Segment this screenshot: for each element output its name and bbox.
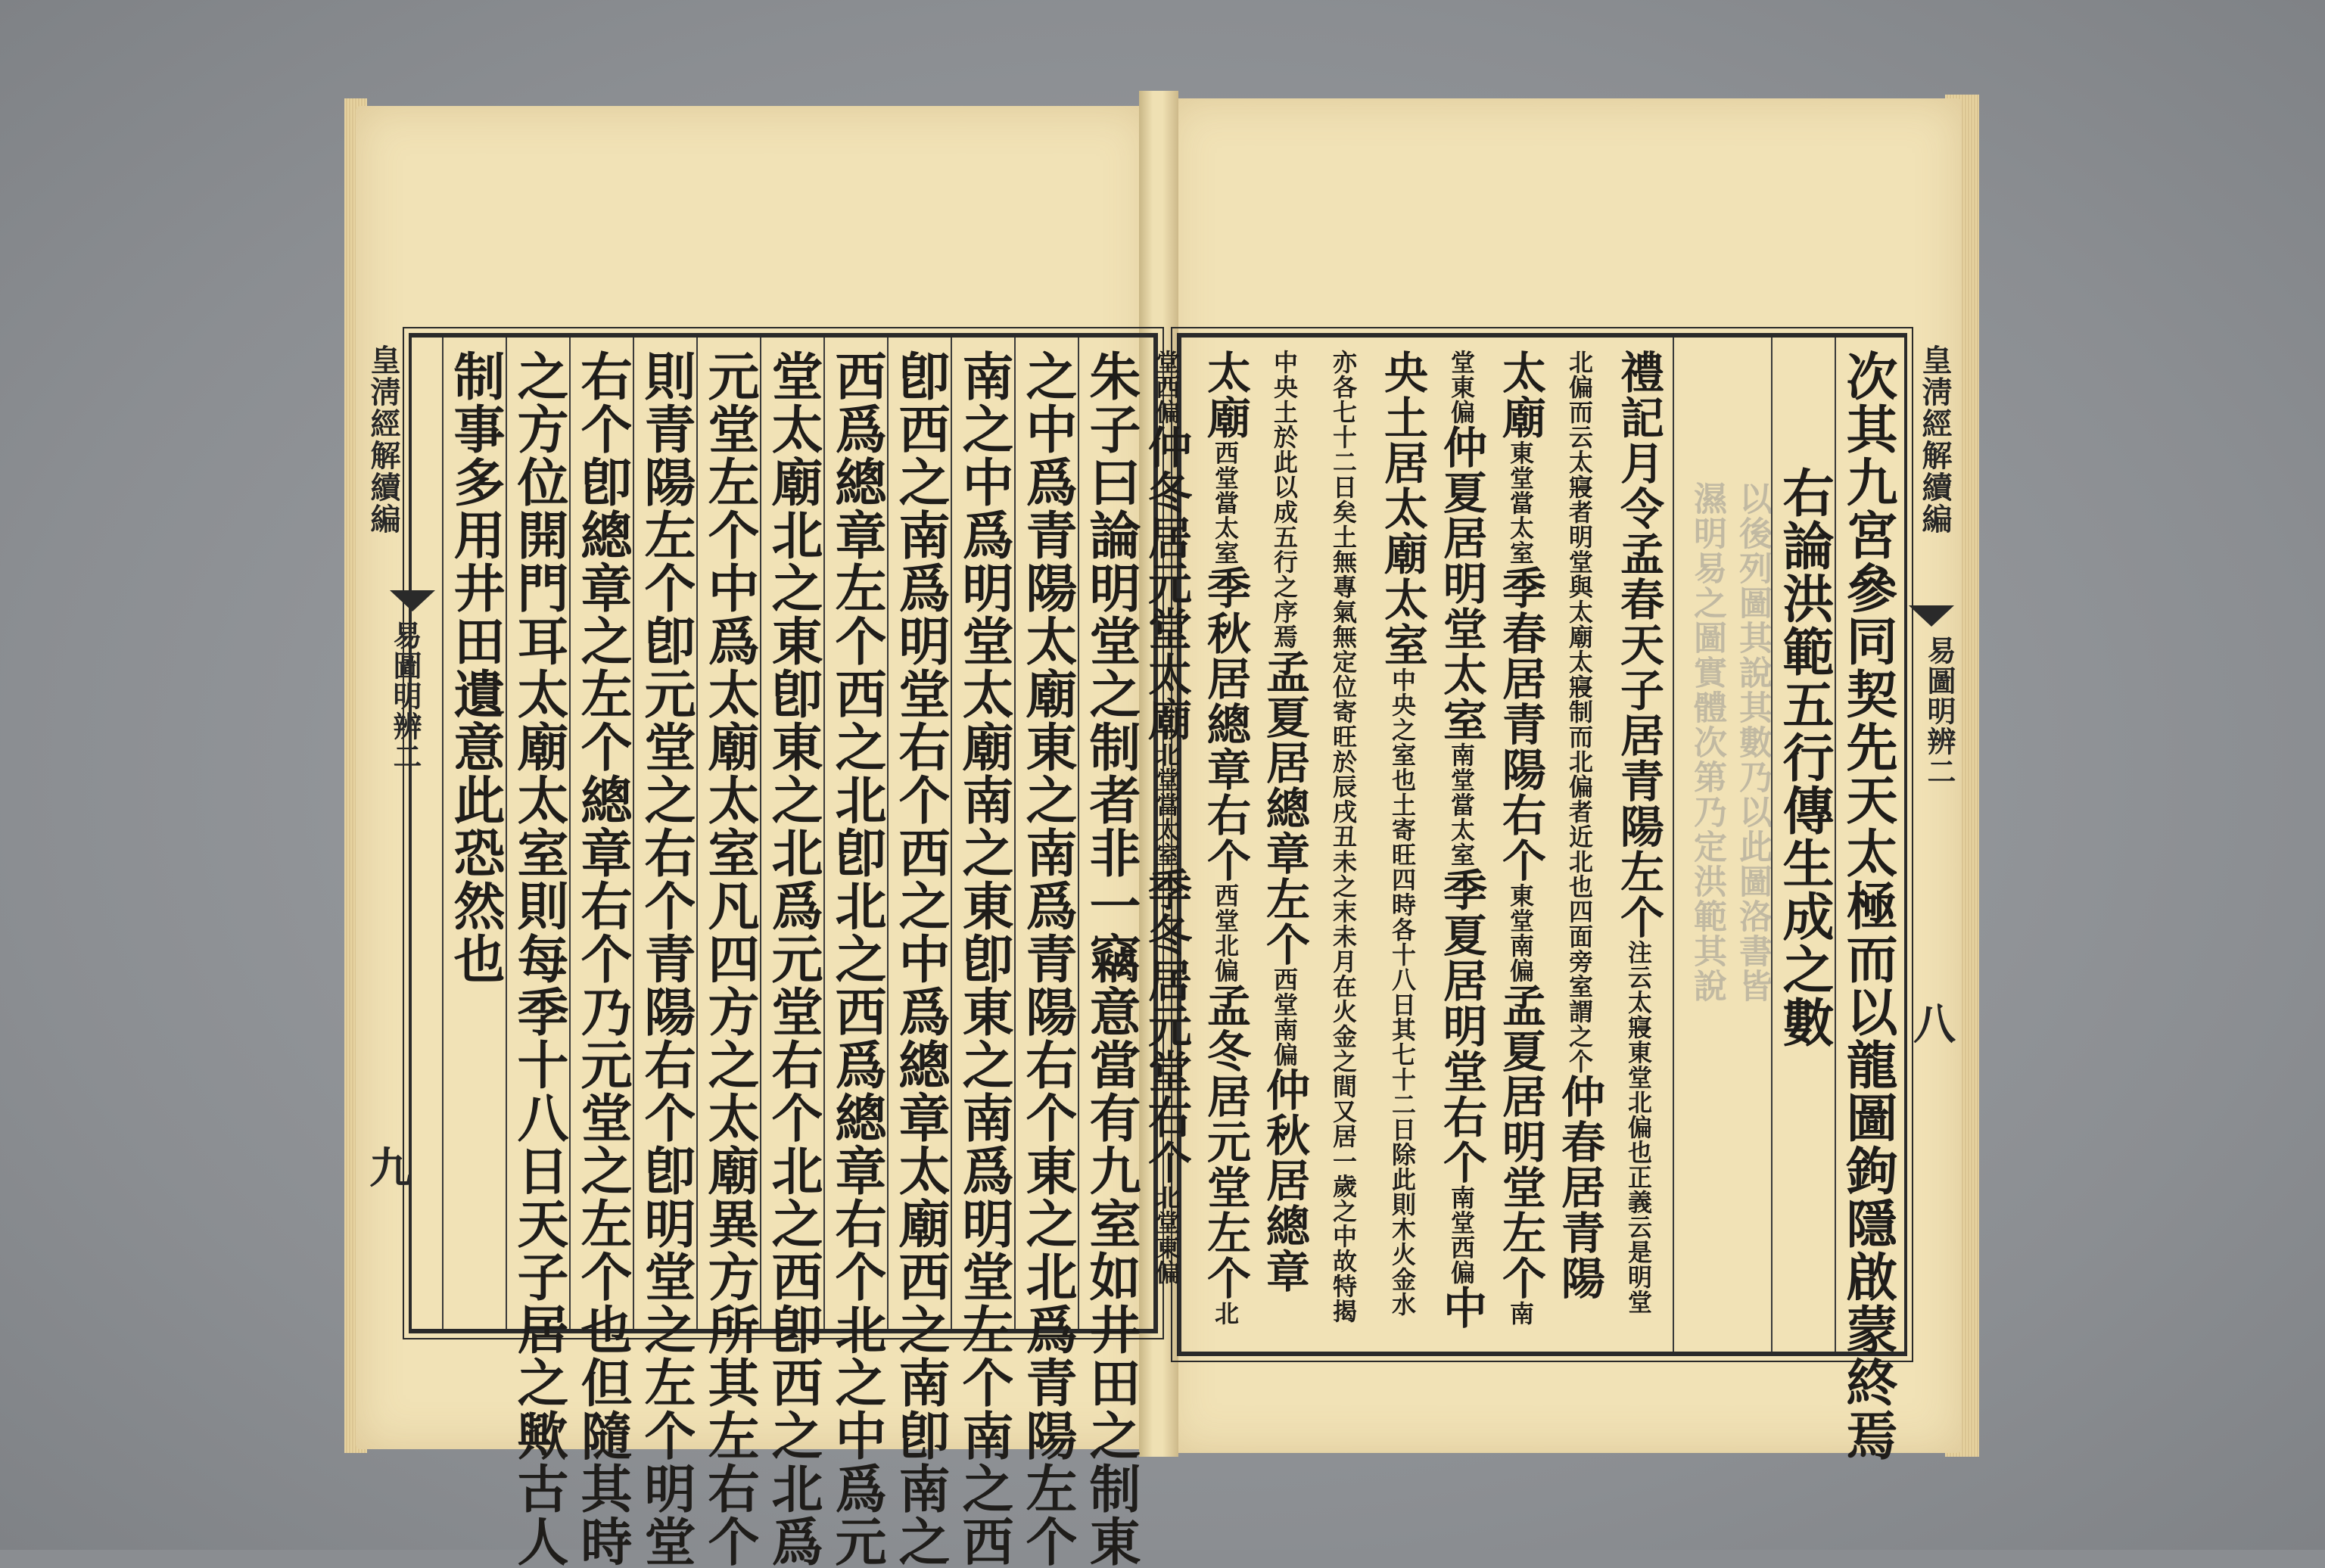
column-rule [887,338,889,1329]
commentary-note: 東堂當太室 [1506,440,1535,565]
column-rule [823,338,825,1329]
text-column: 元堂左个中爲太廟太室凡四方之太廟異方所其左右个 [699,350,760,1568]
commentary-note: 北堂當太室 [1152,742,1181,867]
right-margin-title: 皇淸經解續編 [1917,344,1953,535]
text-column: 西爲總章左个西之北卽北之西爲總章右个北之中爲元 [826,350,887,1568]
text-column: 之中爲青陽太廟東之南爲青陽右个東之北爲青陽左个 [1017,350,1078,1568]
commentary-note: 中央之室也土寄旺四時各十八日其七十二日除此則木火金水亦各七十二日矣土無專氣無定位寄旺於辰戌丑未之末未月在火金之間又居一歲之中故特揭中央土於此以成五行之序焉 [1270,350,1417,1324]
main-text: 孟夏居總章左个 [1259,649,1310,967]
commentary-note: 西堂當太室 [1211,440,1240,565]
left-margin-subtitle: 易圖明辨二 [388,621,422,772]
main-text: 仲秋居總章太廟 [1200,350,1310,1294]
bleed-through-text: 以後列圖其說其數乃以此圖洛書皆 [1733,481,1772,1003]
bleed-through-text: 濕明易之圖實體次第乃定洪範其說 [1688,481,1726,1003]
commentary-note: 南堂東偏 [1447,350,1535,1326]
text-column: 制事多用井田遺意此恐然也 [445,350,506,985]
text-column: 南之中爲明堂太廟南之東卽東之南爲明堂左个南之西 [954,350,1014,1568]
main-text: 禮記月令孟春天子居青陽左个 [1613,350,1664,940]
column-rule [1835,338,1836,1352]
text-column: 朱子曰論明堂之制者非一竊意當有九室如井田之制東 [1081,350,1141,1568]
column-rule [1078,338,1079,1329]
column-rule [569,338,571,1329]
commentary-note: 北堂東偏 [1152,1185,1181,1285]
right-folio: 八 [1913,1000,1956,1050]
right-text-frame [1141,333,1907,1462]
right-margin-subtitle: 易圖明辨二 [1922,636,1956,787]
column-rule [633,338,634,1329]
text-column: 次其九宮參同契先天太極而以龍圖鉤隱啟蒙終焉 [1838,350,1898,1462]
main-text: 季秋居總章右个 [1200,565,1251,883]
left-margin-title: 皇淸經解續編 [366,344,401,535]
commentary-note: 西堂南偏 [1270,967,1299,1067]
text-column: 右个卽總章之左个總章右个乃元堂之左个也但隨其時 [572,350,633,1568]
commentary-note: 北堂西偏 [1152,350,1240,1326]
column-rule [760,338,761,1329]
column-rule [506,338,507,1329]
column-rule [1014,338,1016,1329]
commentary-note: 明堂與太廟太寢制而北偏者近北也四面旁室謂之个 [1565,524,1594,1074]
column-rule [696,338,698,1329]
main-text: 孟夏居明堂左个 [1495,983,1546,1301]
commentary-note: 東堂南偏 [1506,883,1535,983]
main-text: 孟冬居元堂左个 [1200,983,1251,1301]
right-fishtail-mark [1909,605,1954,627]
commentary-note: 南堂西偏 [1447,1185,1476,1285]
text-column: 堂太廟北之東卽東之北爲元堂右个北之西卽西之北爲 [763,350,823,1568]
main-text: 季冬居元堂右个 [1141,867,1192,1185]
commentary-note: 注云太寢東堂北偏也正義云是明堂北偏而云太寢者 [1565,350,1653,1314]
main-text: 季夏居明堂右个 [1436,867,1487,1185]
column-rule [951,338,952,1329]
left-folio: 九 [369,1143,412,1193]
text-column: 卽西之南爲明堂右个西之中爲總章太廟西之南卽南之 [890,350,951,1568]
commentary-note: 西堂北偏 [1211,883,1240,983]
text-column: 則青陽左个卽元堂之右个青陽右个卽明堂之左个明堂 [636,350,696,1568]
commentary-note: 南堂當太室 [1447,742,1476,867]
main-text: 季春居青陽右个 [1495,565,1546,883]
main-text: 仲夏居明堂太室 [1436,425,1487,742]
left-text-frame [409,333,1158,1568]
text-column: 右論洪範五行傳生成之數 [1774,466,1835,1049]
annotated-text-block [1141,350,1668,1333]
column-rule [442,338,444,1329]
column-rule [1673,338,1674,1352]
main-text: 中央土居太廟太室 [1377,350,1487,1330]
main-text: 仲冬居元堂太廟 [1141,425,1192,742]
text-column: 之方位開門耳太廟太室則每季十八日天子居之歟古人 [509,350,569,1568]
main-text: 仲春居青陽太廟 [1495,350,1605,1301]
